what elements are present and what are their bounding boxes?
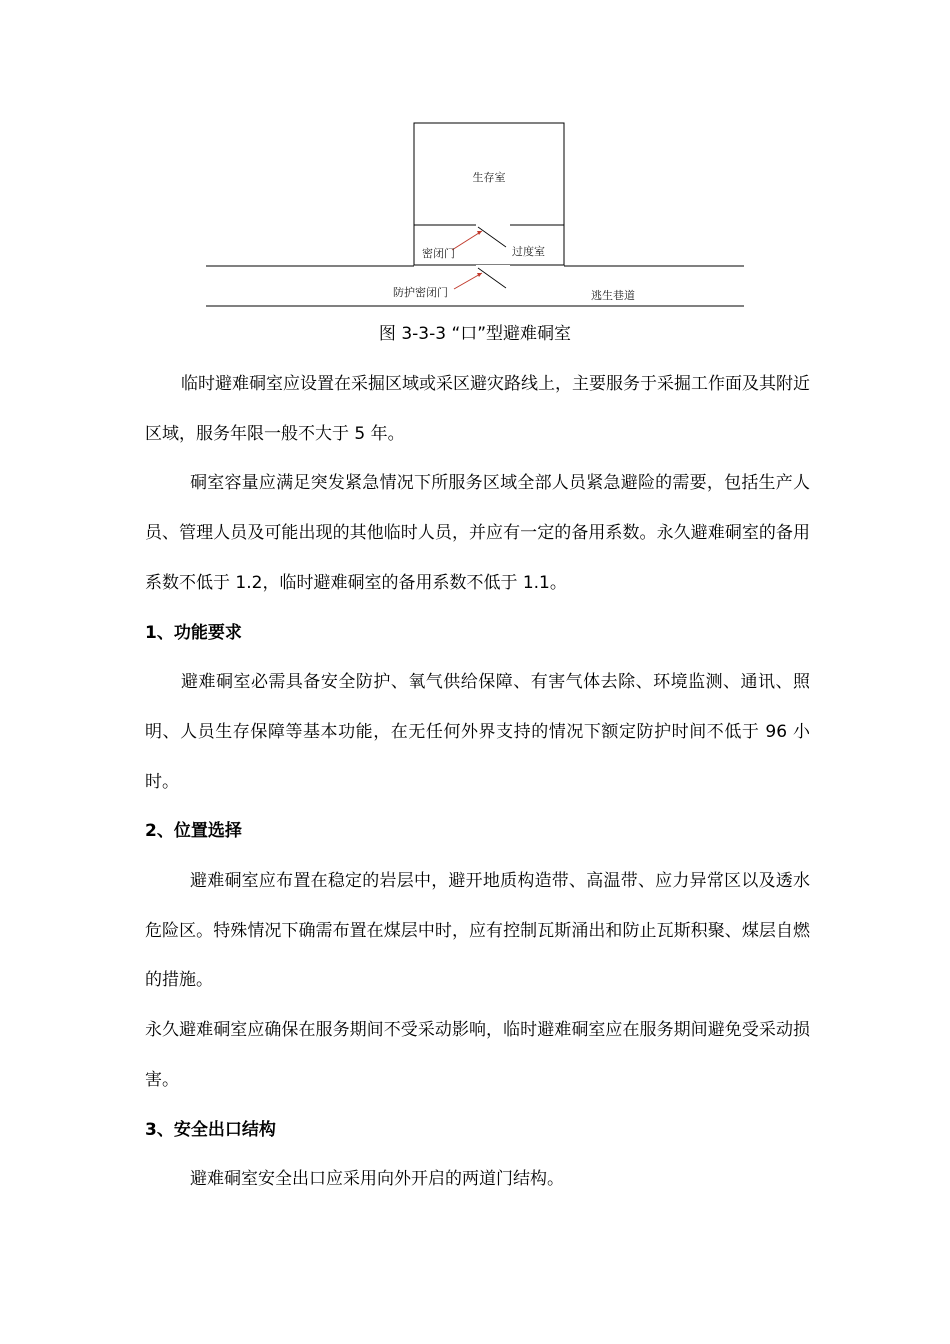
arrowhead-airtight-door [477,231,482,235]
survival-room-outline [414,123,564,265]
paragraph-exit-structure: 避难硐室安全出口应采用向外开启的两道门结构。 [190,1169,564,1190]
body-text [145,360,810,1205]
refuge-chamber-diagram [200,115,750,315]
label-airtight-door: 密闭门 [422,247,455,260]
label-protective-airtight-door: 防护密闭门 [393,286,448,299]
label-transition-room: 过度室 [512,245,545,258]
paragraph-functions: 避难硐室必需具备安全防护、氧气供给保障、有害气体去除、环境监测、通讯、照明、人员生存保障等基本功能，在无任何外界支持的情况下额定防护时间不低于 96 小时。 [145,672,810,792]
paragraph-location: 避难硐室应布置在稳定的岩层中，避开地质构造带、高温带、应力异常区以及透水危险区。特殊情况下确需布置在煤层中时，应有控制瓦斯涌出和防止瓦斯积聚、煤层自燃的措施。 [145,871,810,991]
diagram-svg [200,115,750,315]
paragraph-temporary-chamber: 临时避难硐室应设置在采掘区域或采区避灾路线上，主要服务于采掘工作面及其附近区域，服务年限一般不大于 5 年。 [145,374,810,444]
heading-function-requirements: 1、功能要求 [145,622,242,643]
airtight-door-swing [478,227,506,247]
arrow-protective-door [454,273,482,289]
heading-safety-exit: 3、安全出口结构 [145,1119,276,1140]
heading-location-selection: 2、位置选择 [145,821,242,842]
label-survival-room: 生存室 [472,171,506,184]
arrow-airtight-door [452,231,482,250]
paragraph-capacity: 硐室容量应满足突发紧急情况下所服务区域全部人员紧急避险的需要，包括生产人员、管理人员及可能出现的其他临时人员，并应有一定的备用系数。永久避难硐室的备用系数不低于 1.2，临时避难硐室的备用系数不低于 1.1。 [145,473,810,593]
paragraph-mining-impact: 永久避难硐室应确保在服务期间不受采动影响，临时避难硐室应在服务期间避免受采动损害。 [145,1020,810,1090]
label-escape-roadway: 逃生巷道 [591,289,635,302]
figure-caption: 图 3-3-3 “口”型避难硐室 [378,324,572,344]
protective-door-swing [478,268,506,288]
